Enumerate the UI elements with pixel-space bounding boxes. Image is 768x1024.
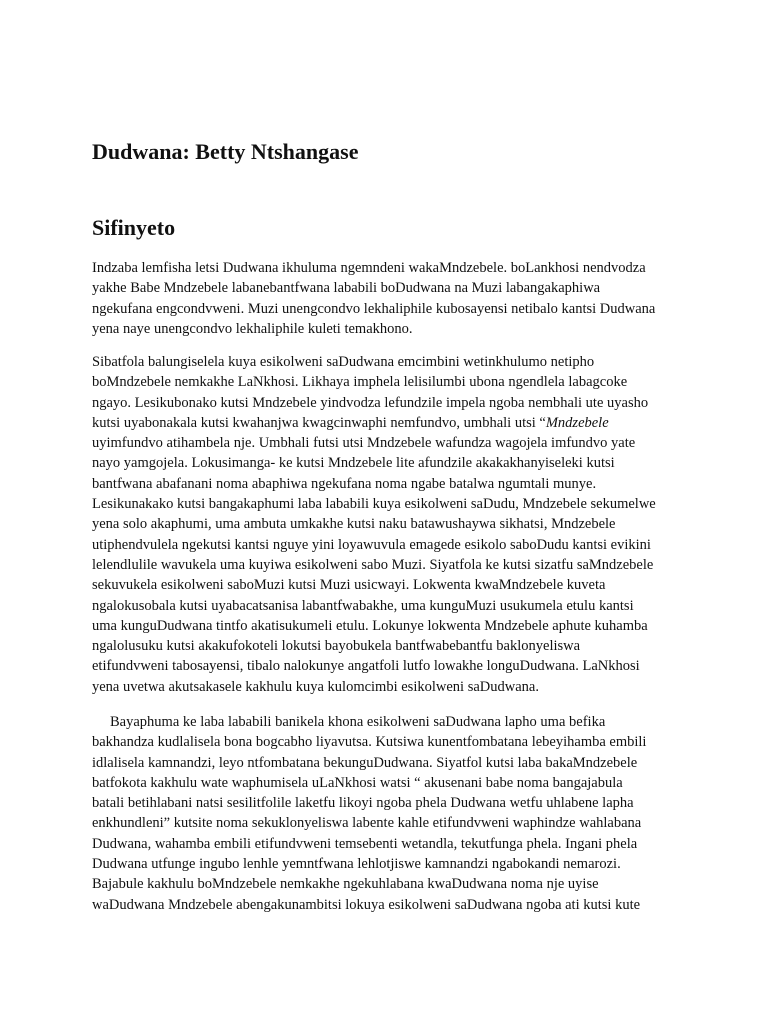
paragraph-line: [92, 413, 692, 433]
emphasized-word: Mndzebele: [545, 414, 609, 431]
paragraph-line: boMndzebele nemkakhe LaNkhosi. Likhaya imphela lelisilumbi ubona ngendlela labagcoke: [92, 374, 628, 391]
paragraph-2: [92, 352, 692, 697]
paragraph-line: Bajabule kakhulu boMndzebele nemkakhe ngekuhlabana kwaDudwana noma nje uyise: [92, 876, 599, 893]
document-title: Dudwana: Betty Ntshangase: [92, 139, 359, 164]
paragraph-line: ngekufana engcondvweni. Muzi unengcondvo lekhaliphile kubosayensi netibalo kantsi Dudwana: [92, 300, 656, 317]
section-heading: Sifinyeto: [92, 215, 176, 240]
paragraph-line: Indzaba lemfisha letsi Dudwana ikhuluma ngemndeni wakaMndzebele. boLankhosi nendvodza: [92, 260, 646, 276]
paragraph-line: enkhundleni” kutsite noma sekuklonyeliswa labente kahle etifundvweni waphindze wahlabana: [92, 815, 642, 832]
paragraph-line: ngalolusuku kutsi akakufokoteli lokutsi bayobukela bantfwabebantfu baklonyeliswa: [92, 638, 581, 655]
paragraph-line: yena solo akaphumi, uma ambuta umkakhe kutsi naku batawushaywa sikhatsi, Mndzebele: [92, 516, 616, 533]
paragraph-line: Dudwana utfunge ingubo lenhle yemntfwana lehlotjiswe kamnandzi ngabokandi nemarozi.: [92, 856, 621, 873]
paragraph-line: bantfwana abafanani noma abaphiwa ngekufana noma ngabe batalwa ngumtali munye.: [92, 475, 597, 492]
paragraph-line: batali betihlabani natsi sesilitfolile laketfu likoyi ngoba phela Dudwana wetfu uhlabene lapha: [92, 795, 634, 812]
paragraph-line: utiphendvulela ngekutsi kantsi nguye yini loyawuvula emagede esikolo saboDudu kantsi evikini: [92, 536, 651, 553]
paragraph-line: nayo yamgojela. Lokusimanga- ke kutsi Mndzebele lite afundzile akakakhanyiseleki kutsi: [92, 455, 615, 472]
paragraph-line: lelendlulile wavukela uma kuyiwa esikolweni sabo Muzi. Siyatfola ke kutsi sizatfu saMndzebele: [92, 556, 654, 573]
paragraph-line: batfokota kakhulu wate waphumisela uLaNkhosi watsi “ akusenani babe noma bangajabula: [92, 774, 623, 791]
paragraph-line: sekuvukela esikolweni saboMuzi kutsi Muzi usicwayi. Lokwenta kwaMndzebele kuveta: [92, 577, 606, 594]
paragraph-line: idlalisela kamnandzi, leyo ntfombatana bekunguDudwana. Siyatfol kutsi laba bakaMndzebele: [92, 754, 638, 771]
paragraph-line: Sibatfola balungiselela kuya esikolweni saDudwana emcimbini wetinkhulumo netipho: [92, 354, 595, 370]
paragraph-line: yakhe Babe Mndzebele labanebantfwana lababili boDudwana na Muzi labangakaphiwa: [92, 280, 601, 297]
line-text: kutsi uyabonakala kutsi kwahanjwa kwagcinwaphi nemfundvo, umbhali utsi “: [92, 414, 546, 431]
paragraph-line: uyimfundvo atihambela nje. Umbhali futsi utsi Mndzebele wafundza wagojela imfundvo yate: [92, 435, 636, 452]
paragraph-line: Lesikunakako kutsi bangakaphumi laba lababili kuya esikolweni saDudu, Mndzebele sekumelwe: [92, 496, 656, 513]
paragraph-line: ngayo. Lesikubonako kutsi Mndzebele yindvodza lefundzile impela ngoba nembhali ute uyasho: [92, 394, 649, 411]
paragraph-line: ngalokusobala kutsi uyabacatsanisa labantfwabakhe, uma kunguMuzi usukumela etulu kantsi: [92, 597, 634, 614]
paragraph-line: Dudwana, wahamba embili etifundvweni temsebenti wetandla, tekutfunga phela. Ingani phela: [92, 835, 638, 852]
paragraph-1: [92, 258, 692, 339]
paragraph-line: yena naye unengcondvo lekhaliphile kuleti temakhono.: [92, 320, 413, 337]
paragraph-line: waDudwana Mndzebele abengakunambitsi lokuya esikolweni saDudwana ngoba ati kutsi kute: [92, 896, 641, 913]
paragraph-line: uma kunguDudwana tintfo akatisukumeli etulu. Lokunye lokwenta Mndzebele aphute kuhamba: [92, 617, 648, 634]
paragraph-3: [92, 712, 692, 915]
paragraph-line: bakhandza kudlalisela bona bogcabho liyavutsa. Kutsiwa kunentfombatana lebeyihamba embili: [92, 734, 647, 751]
paragraph-line: yena uvetwa akutsakasele kakhulu kuya kulomcimbi esikolweni saDudwana.: [92, 678, 539, 695]
paragraph-line: Bayaphuma ke laba lababili banikela khona esikolweni saDudwana lapho uma befika: [110, 714, 606, 730]
paragraph-line: etifundvweni tabosayensi, tibalo nalokunye angatfoli lutfo lowakhe longuDudwana. LaNkhosi: [92, 658, 640, 675]
